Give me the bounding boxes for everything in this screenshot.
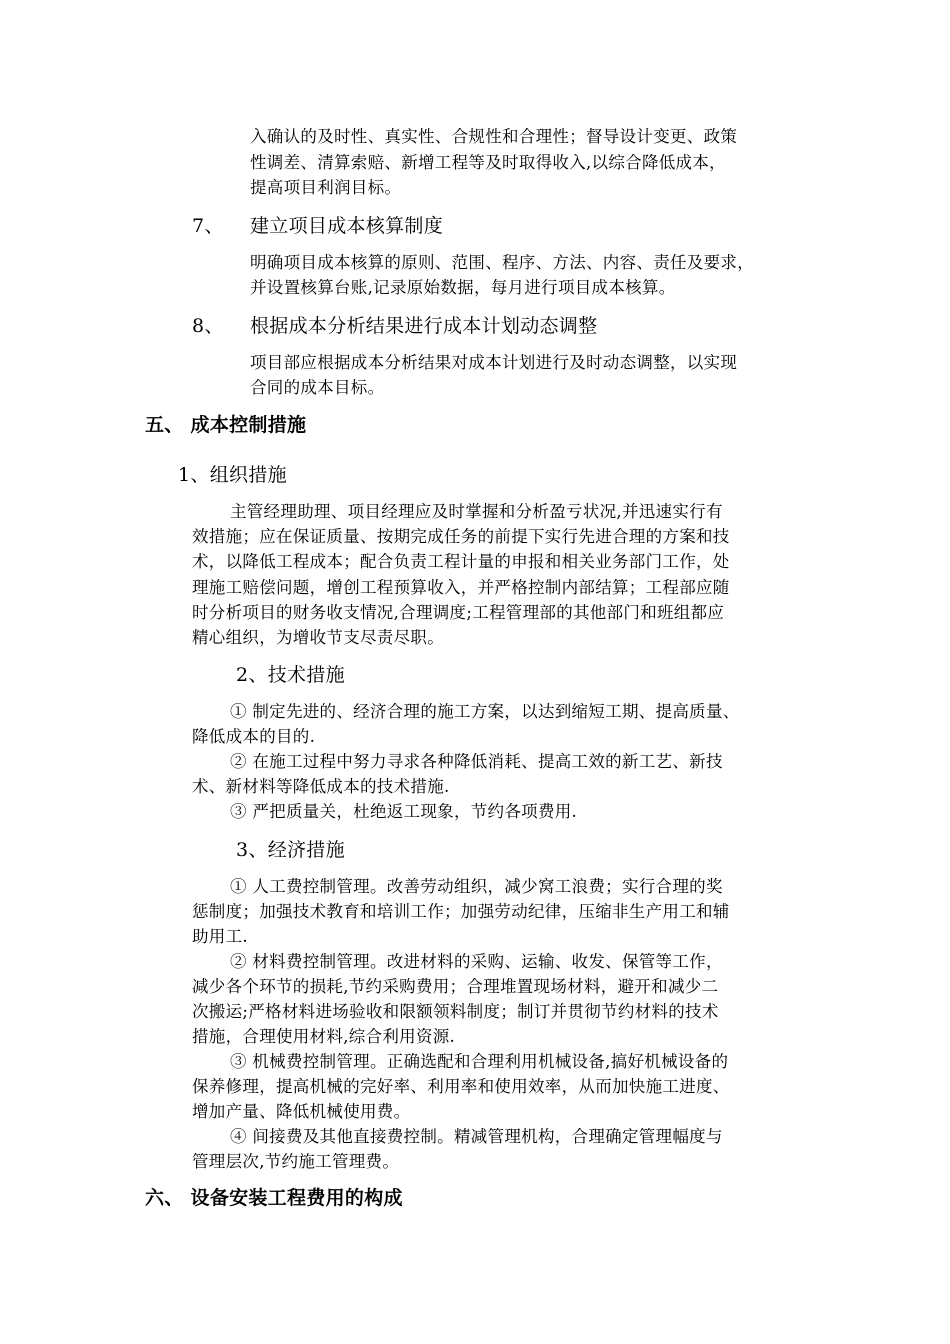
paragraph-line: 术，以降低工程成本；配合负责工程计量的申报和相关业务部门工作，处 <box>192 552 730 571</box>
paragraph-line: 降低成本的目的. <box>192 727 316 746</box>
paragraph-line: ③ 机械费控制管理。正确选配和合理利用机械设备,搞好机械设备的 <box>230 1052 729 1071</box>
paragraph-line: ④ 间接费及其他直接费控制。精减管理机构，合理确定管理幅度与 <box>230 1127 723 1146</box>
subsection-heading: 1、组织措施 <box>178 464 287 486</box>
paragraph-line: 惩制度；加强技术教育和培训工作；加强劳动纪律，压缩非生产用工和辅 <box>192 902 730 921</box>
paragraph-line: 主管经理助理、项目经理应及时掌握和分析盈亏状况,并迅速实行有 <box>230 502 723 521</box>
paragraph-line: ② 材料费控制管理。改进材料的采购、运输、收发、保管等工作， <box>230 952 723 971</box>
paragraph-line: 明确项目成本核算的原则、范围、程序、方法、内容、责任及要求， <box>250 253 754 272</box>
item-title: 建立项目成本核算制度 <box>250 215 444 237</box>
paragraph-line: 效措施；应在保证质量、按期完成任务的前提下实行先进合理的方案和技 <box>192 527 730 546</box>
paragraph-line: 性调差、清算索赔、新增工程等及时取得收入,以综合降低成本， <box>250 153 726 172</box>
paragraph-line: 保养修理，提高机械的完好率、利用率和使用效率，从而加快施工进度、 <box>192 1077 730 1096</box>
paragraph-line: 术、新材料等降低成本的技术措施. <box>192 777 450 796</box>
paragraph-line: 入确认的及时性、真实性、合规性和合理性；督导设计变更、政策 <box>250 127 738 146</box>
paragraph-line: 增加产量、降低机械使用费。 <box>192 1102 411 1121</box>
paragraph-line: 减少各个环节的损耗,节约采购费用；合理堆置现场材料，避开和减少二 <box>192 977 719 996</box>
paragraph-line: 理施工赔偿问题，增创工程预算收入，并严格控制内部结算；工程部应随 <box>192 578 730 597</box>
section-heading: 六、 设备安装工程费用的构成 <box>145 1187 403 1209</box>
paragraph-line: ③ 严把质量关，杜绝返工现象，节约各项费用. <box>230 802 578 821</box>
paragraph-line: 措施，合理使用材料,综合利用资源. <box>192 1027 456 1046</box>
item-title: 根据成本分析结果进行成本计划动态调整 <box>250 315 598 337</box>
item-number: 8、 <box>192 315 224 337</box>
paragraph-line: ② 在施工过程中努力寻求各种降低消耗、提高工效的新工艺、新技 <box>230 752 723 771</box>
paragraph-line: ① 制定先进的、经济合理的施工方案，以达到缩短工期、提高质量、 <box>230 702 740 721</box>
section-heading: 五、 成本控制措施 <box>145 414 307 436</box>
paragraph-line: 合同的成本目标。 <box>250 378 385 397</box>
paragraph-line: 提高项目利润目标。 <box>250 178 402 197</box>
paragraph-line: 精心组织，为增收节支尽责尽职。 <box>192 628 444 647</box>
paragraph-line: 管理层次,节约施工管理费。 <box>192 1152 400 1171</box>
paragraph-line: ① 人工费控制管理。改善劳动组织，减少窝工浪费；实行合理的奖 <box>230 877 723 896</box>
paragraph-line: 次搬运;严格材料进场验收和限额领料制度；制订并贯彻节约材料的技术 <box>192 1002 719 1021</box>
paragraph-line: 项目部应根据成本分析结果对成本计划进行及时动态调整，以实现 <box>250 353 738 372</box>
paragraph-line: 并设置核算台账,记录原始数据，每月进行项目成本核算。 <box>250 278 676 297</box>
subsection-heading: 3、经济措施 <box>236 839 345 861</box>
paragraph-line: 助用工. <box>192 927 248 946</box>
item-number: 7、 <box>192 215 224 237</box>
paragraph-line: 时分析项目的财务收支情况,合理调度;工程管理部的其他部门和班组都应 <box>192 603 725 622</box>
subsection-heading: 2、技术措施 <box>236 664 345 686</box>
